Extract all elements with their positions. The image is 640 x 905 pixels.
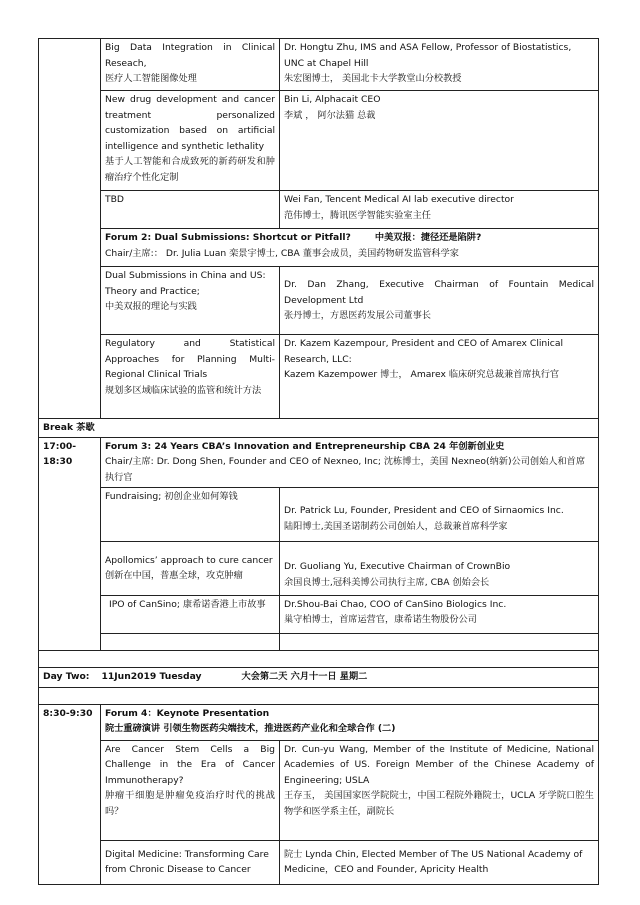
topic-cell bbox=[101, 840, 280, 884]
topic-cell bbox=[101, 541, 280, 595]
spacer-row bbox=[39, 687, 599, 704]
speaker-cn: Kazem Kazempower 博士， Amarex 临床研究总裁兼首席执行官 bbox=[284, 369, 560, 381]
speaker-cell bbox=[280, 267, 599, 335]
topic-en: Regulatory and Statistical Approaches for Planning Multi-Regional Clinical Trials bbox=[105, 338, 275, 381]
forum-title-en: Forum 2: Dual Submissions: Shortcut or Pitfall? bbox=[105, 232, 351, 243]
speaker-cell bbox=[280, 840, 599, 884]
day-date: 11Jun2019 Tuesday bbox=[101, 670, 202, 682]
speaker-en: Bin Li, Alphacait CEO bbox=[284, 94, 381, 105]
topic-cell bbox=[101, 39, 280, 91]
session-row bbox=[39, 487, 599, 541]
topic-cell bbox=[101, 740, 280, 840]
forum-title-cn: 中美双报：捷径还是陷阱? bbox=[374, 232, 482, 243]
speaker-cell bbox=[280, 541, 599, 595]
topic-cn: 肿瘤干细胞是肿瘤免疫治疗时代的挑战吗？ bbox=[105, 790, 275, 817]
speaker-cell bbox=[280, 487, 599, 541]
topic-cn: 医疗人工智能图像处理 bbox=[105, 73, 197, 85]
session-row bbox=[39, 840, 599, 884]
spacer-cell bbox=[39, 650, 599, 667]
time-cell: 8:30-9:30 bbox=[39, 704, 101, 884]
speaker-cn: 巢守柏博士，首席运营官，康希诺生物股份公司 bbox=[284, 614, 477, 626]
speaker-en: Dr. Cun-yu Wang, Member of the Institute of Medicine, National Academies of US. Foreign Member of the Chinese Academy of Engineering; USLA bbox=[284, 743, 594, 786]
time-cell: 17:00-18:30 bbox=[39, 437, 101, 650]
topic-cell bbox=[101, 91, 280, 191]
speaker-cn: 陆阳博士,美国圣诺制药公司创始人，总裁兼首席科学家 bbox=[284, 521, 508, 532]
forum-chair bbox=[105, 454, 594, 485]
chair-name: Dr. Julia Luan 栾景宇博士, CBA 董事会成员，美国药物研发监管科学家 bbox=[165, 247, 459, 259]
speaker-en: Dr. Patrick Lu, Founder, President and CEO of Sirnaomics Inc. bbox=[284, 505, 564, 517]
time-cell bbox=[39, 39, 101, 419]
speaker-en: Dr. Kazem Kazempour, President and CEO of Amarex Clinical Research, LLC: bbox=[284, 338, 564, 365]
speaker-cn: 王存玉， 美国国家医学院院士，中国工程院外籍院士，UCLA 牙学院口腔生物学和医学系主任，副院长 bbox=[284, 790, 594, 817]
session-row bbox=[39, 595, 599, 633]
day-label: Day Two: bbox=[43, 670, 90, 682]
agenda-table bbox=[38, 38, 599, 885]
session-row bbox=[39, 39, 599, 91]
forum-title: Forum 3: 24 Years CBA’s Innovation and Entrepreneurship CBA 24 年创新创业史 bbox=[105, 440, 505, 452]
forum-title bbox=[105, 230, 594, 246]
speaker-en: Dr. Dan Zhang, Executive Chairman of Fountain Medical Development Ltd bbox=[284, 279, 594, 306]
session-row bbox=[39, 191, 599, 229]
session-row bbox=[39, 91, 599, 191]
topic: Fundraising; 初创企业如何筹钱 bbox=[105, 490, 238, 502]
speaker-cn: 余国良博士,冠科美博公司执行主席, CBA 创始会长 bbox=[284, 577, 490, 588]
speaker-cell bbox=[280, 91, 599, 191]
topic-en: Digital Medicine: Transforming Care from Chronic Disease to Cancer bbox=[105, 848, 269, 876]
speaker-en: Dr. Hongtu Zhu, IMS and ASA Fellow, Professor of Biostatistics, UNC at Chapel Hill bbox=[284, 42, 572, 69]
topic-cn: 中美双报的理论与实践 bbox=[105, 301, 197, 313]
session-row bbox=[39, 267, 599, 335]
topic-cn: 规划多区域临床试验的监管和统计方法 bbox=[105, 384, 262, 396]
chair-label: Chair/主席: bbox=[105, 456, 154, 468]
topic-cell bbox=[101, 487, 280, 541]
break-cell: Break 茶歇 bbox=[39, 419, 599, 438]
speaker-cn: 张丹博士，方恩医药发展公司董事长 bbox=[284, 310, 431, 322]
day-header-row bbox=[39, 667, 599, 687]
topic-en: TBD bbox=[105, 194, 124, 205]
speaker-en: Wei Fan, Tencent Medical AI lab executive director bbox=[284, 194, 514, 205]
empty-row bbox=[39, 633, 599, 650]
topic-en: Big Data Integration in Clinical Reseach, bbox=[105, 42, 275, 69]
speaker-cell bbox=[280, 595, 599, 633]
forum-header-cell bbox=[101, 704, 599, 740]
speaker-cn: 李斌 ， 阿尔法猫 总裁 bbox=[284, 109, 376, 121]
forum-header-cell bbox=[101, 229, 599, 267]
session-row bbox=[39, 541, 599, 595]
topic: IPO of CanSino; 康希诺香港上市故事 bbox=[109, 598, 266, 610]
speaker-cell bbox=[280, 740, 599, 840]
forum-header-cell bbox=[101, 437, 599, 487]
topic-cell bbox=[101, 595, 280, 633]
topic-cell bbox=[101, 191, 280, 229]
speaker-en: Dr.Shou-Bai Chao, COO of CanSino Biologics Inc. bbox=[284, 598, 507, 610]
chair-name: Dr. Dong Shen, Founder and CEO of Nexneo, Inc; 沈栋博士，美国 Nexneo(纳新)公司创始人和首席执行官 bbox=[105, 456, 586, 483]
chair-label: Chair/主席:： bbox=[105, 247, 163, 259]
topic-en: Are Cancer Stem Cells a Big Challenge in the Era of Cancer Immunotherapy? bbox=[105, 743, 275, 786]
speaker-cell bbox=[280, 335, 599, 419]
day-cn: 大会第二天 六月十一日 星期二 bbox=[241, 670, 368, 682]
speaker-cell bbox=[280, 191, 599, 229]
topic-cell bbox=[101, 267, 280, 335]
forum-chair bbox=[105, 246, 594, 262]
speaker-en: Dr. Guoliang Yu, Executive Chairman of CrownBio bbox=[284, 561, 511, 573]
spacer-cell bbox=[39, 687, 599, 704]
day-header-cell bbox=[39, 667, 599, 687]
topic-en: New drug development and cancer treatment personalized customization based on artificial intelligence and synthetic lethality bbox=[105, 94, 275, 152]
speaker: 院士 Lynda Chin, Elected Member of The US National Academy of Medicine，CEO and Founder, Apricity Health bbox=[284, 848, 583, 876]
session-row bbox=[39, 335, 599, 419]
spacer-row bbox=[39, 650, 599, 667]
break-row bbox=[39, 419, 599, 438]
topic-cn: 基于人工智能和合成致死的新药研发和肿瘤治疗个性化定制 bbox=[105, 156, 275, 183]
speaker-cn: 范伟博士，腾讯医学智能实验室主任 bbox=[284, 209, 431, 221]
topic-cell bbox=[101, 335, 280, 419]
topic-cn: 创新在中国，普惠全球，攻克肿瘤 bbox=[105, 570, 243, 582]
speaker-cn: 朱宏图博士， 美国北卡大学教堂山分校教授 bbox=[284, 73, 462, 85]
topic-en: Apollomics’ approach to cure cancer bbox=[105, 554, 273, 566]
forum-title-cn: 院士重磅演讲 引领生物医药尖端技术，推进医药产业化和全球合作 (二) bbox=[105, 723, 396, 735]
forum-header-row bbox=[39, 437, 599, 487]
empty-cell bbox=[101, 633, 280, 650]
forum-header-row bbox=[39, 229, 599, 267]
empty-cell bbox=[280, 633, 599, 650]
session-row bbox=[39, 740, 599, 840]
forum-title-en: Forum 4：Keynote Presentation bbox=[105, 707, 270, 719]
speaker-cell bbox=[280, 39, 599, 91]
topic-en: Dual Submissions in China and US: Theory and Practice; bbox=[105, 270, 266, 297]
forum-header-row bbox=[39, 704, 599, 740]
